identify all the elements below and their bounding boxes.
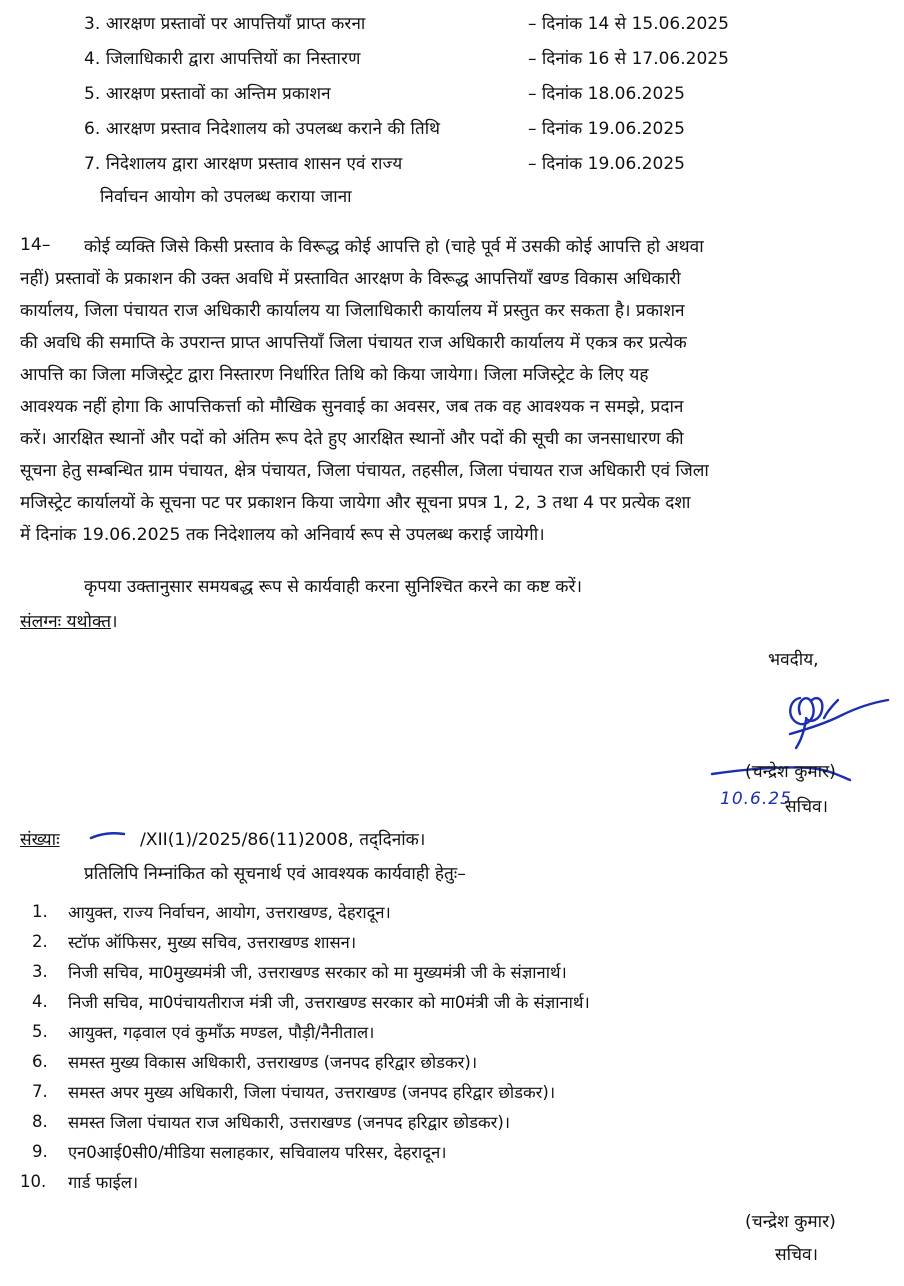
enclosure-label: संलग्नः यथोक्त xyxy=(20,612,111,632)
schedule-item-text: 6. आरक्षण प्रस्ताव निदेशालय को उपलब्ध कराने की तिथि xyxy=(84,119,441,139)
signatory-name: (चन्द्रेश कुमार) xyxy=(745,762,836,782)
schedule-item-date: – दिनांक 16 से 17.06.2025 xyxy=(528,49,729,69)
signatory-title: सचिव। xyxy=(775,1245,819,1265)
handwritten-mark xyxy=(88,828,128,844)
list-item-number: 9. xyxy=(32,1142,48,1161)
closing-salutation: भवदीय, xyxy=(768,650,819,670)
list-item-number: 8. xyxy=(32,1112,48,1131)
list-item: निजी सचिव, मा0पंचायतीराज मंत्री जी, उत्तराखण्ड सरकार को मा0मंत्री जी के संज्ञानार्थ। xyxy=(68,993,590,1012)
list-item: समस्त अपर मुख्य अधिकारी, जिला पंचायत, उत्तराखण्ड (जनपद हरिद्वार छोडकर)। xyxy=(68,1083,556,1102)
list-item-number: 7. xyxy=(32,1082,48,1101)
list-item: आयुक्त, गढ़वाल एवं कुमाँऊ मण्डल, पौड़ी/नैनीताल। xyxy=(68,1023,375,1042)
list-item: निजी सचिव, मा0मुख्यमंत्री जी, उत्तराखण्ड सरकार को मा मुख्यमंत्री जी के संज्ञानार्थ। xyxy=(68,963,567,982)
paragraph-line: की अवधि की समाप्ति के उपरान्त प्राप्त आपत्तियाँ जिला पंचायत राज अधिकारी कार्यालय में एकत्र कर प्रत्येक xyxy=(20,333,687,353)
schedule-item-date: – दिनांक 19.06.2025 xyxy=(528,154,685,174)
paragraph-line: कार्यालय, जिला पंचायत राज अधिकारी कार्यालय या जिलाधिकारी कार्यालय में प्रस्तुत कर सकता है। प्रकाशन xyxy=(20,301,685,321)
enclosure-end: । xyxy=(111,612,118,632)
schedule-item-date: – दिनांक 14 से 15.06.2025 xyxy=(528,14,729,34)
request-text: कृपया उक्तानुसार समयबद्ध रूप से कार्यवाही करना सुनिश्चित करने का कष्ट करें। xyxy=(84,577,583,597)
reference-number: /XII(1)/2025/86(11)2008, तद्‌दिनांक। xyxy=(140,830,426,850)
list-item-number: 10. xyxy=(20,1172,47,1191)
list-item-number: 6. xyxy=(32,1052,48,1071)
schedule-item-text: 4. जिलाधिकारी द्वारा आपत्तियों का निस्तारण xyxy=(84,49,361,69)
list-item-number: 2. xyxy=(32,932,48,951)
paragraph-line: सूचना हेतु सम्बन्धित ग्राम पंचायत, क्षेत्र पंचायत, जिला पंचायत, तहसील, जिला पंचायत राज अधिकारी एवं जिला xyxy=(20,461,709,481)
list-item-number: 3. xyxy=(32,962,48,981)
paragraph-line: में दिनांक 19.06.2025 तक निदेशालय को अनिवार्य रूप से उपलब्ध कराई जायेगी। xyxy=(20,525,545,545)
signatory-title: सचिव। xyxy=(785,797,829,817)
paragraph-number: 14– xyxy=(20,235,51,255)
list-item: एन0आई0सी0/मीडिया सलाहकार, सचिवालय परिसर, देहरादून। xyxy=(68,1143,447,1162)
paragraph-line: मजिस्ट्रेट कार्यालयों के सूचना पट पर प्रकाशन किया जायेगा और सूचना प्रपत्र 1, 2, 3 तथा 4 पर प्रत्येक दशा xyxy=(20,493,691,513)
paragraph-line: कोई व्यक्ति जिसे किसी प्रस्ताव के विरूद्ध कोई आपत्ति हो (चाहे पूर्व में उसकी कोई आपत्ति हो अथवा xyxy=(84,237,704,257)
schedule-item-text: 3. आरक्षण प्रस्तावों पर आपत्तियाँ प्राप्त करना xyxy=(84,14,366,34)
list-item-number: 4. xyxy=(32,992,48,1011)
signatory-name: (चन्द्रेश कुमार) xyxy=(745,1212,836,1232)
paragraph-line: करें। आरक्षित स्थानों और पदों को अंतिम रूप देते हुए आरक्षित स्थानों और पदों की सूची का जनसाधारण की xyxy=(20,429,684,449)
list-item: आयुक्त, राज्य निर्वाचन, आयोग, उत्तराखण्ड, देहरादून। xyxy=(68,903,391,922)
list-item: स्टॉफ ऑफिसर, मुख्य सचिव, उत्तराखण्ड शासन। xyxy=(68,933,357,952)
paragraph-line: नहीं) प्रस्तावों के प्रकाशन की उक्त अवधि में प्रस्तावित आरक्षण के विरूद्ध आपत्तियाँ खण्ड विकास अधिकारी xyxy=(20,269,681,289)
schedule-item-date: – दिनांक 19.06.2025 xyxy=(528,119,685,139)
schedule-item-text-continued: निर्वाचन आयोग को उपलब्ध कराया जाना xyxy=(100,187,352,207)
list-item: समस्त मुख्य विकास अधिकारी, उत्तराखण्ड (जनपद हरिद्वार छोडकर)। xyxy=(68,1053,478,1072)
schedule-item-text: 5. आरक्षण प्रस्तावों का अन्तिम प्रकाशन xyxy=(84,84,331,104)
reference-line xyxy=(20,828,60,851)
list-item: गार्ड फाईल। xyxy=(68,1173,139,1192)
enclosure xyxy=(20,610,118,633)
list-item-number: 1. xyxy=(32,902,48,921)
paragraph-line: आवश्यक नहीं होगा कि आपत्तिकर्त्ता को मौखिक सुनवाई का अवसर, जब तक वह आवश्यक न समझे, प्रदान xyxy=(20,397,684,417)
handwritten-date: 10.6.25 xyxy=(720,789,792,809)
reference-label: संख्याः xyxy=(20,830,60,850)
schedule-item-date: – दिनांक 18.06.2025 xyxy=(528,84,685,104)
list-item-number: 5. xyxy=(32,1022,48,1041)
schedule-item-text: 7. निदेशालय द्वारा आरक्षण प्रस्ताव शासन एवं राज्य xyxy=(84,154,403,174)
list-item: समस्त जिला पंचायत राज अधिकारी, उत्तराखण्ड (जनपद हरिद्वार छोडकर)। xyxy=(68,1113,511,1132)
paragraph-line: आपत्ति का जिला मजिस्ट्रेट द्वारा निस्तारण निर्धारित तिथि को किया जायेगा। जिला मजिस्ट्रेट के लिए यह xyxy=(20,365,649,385)
copy-intro: प्रतिलिपि निम्नांकित को सूचनार्थ एवं आवश्यक कार्यवाही हेतुः– xyxy=(84,864,466,884)
